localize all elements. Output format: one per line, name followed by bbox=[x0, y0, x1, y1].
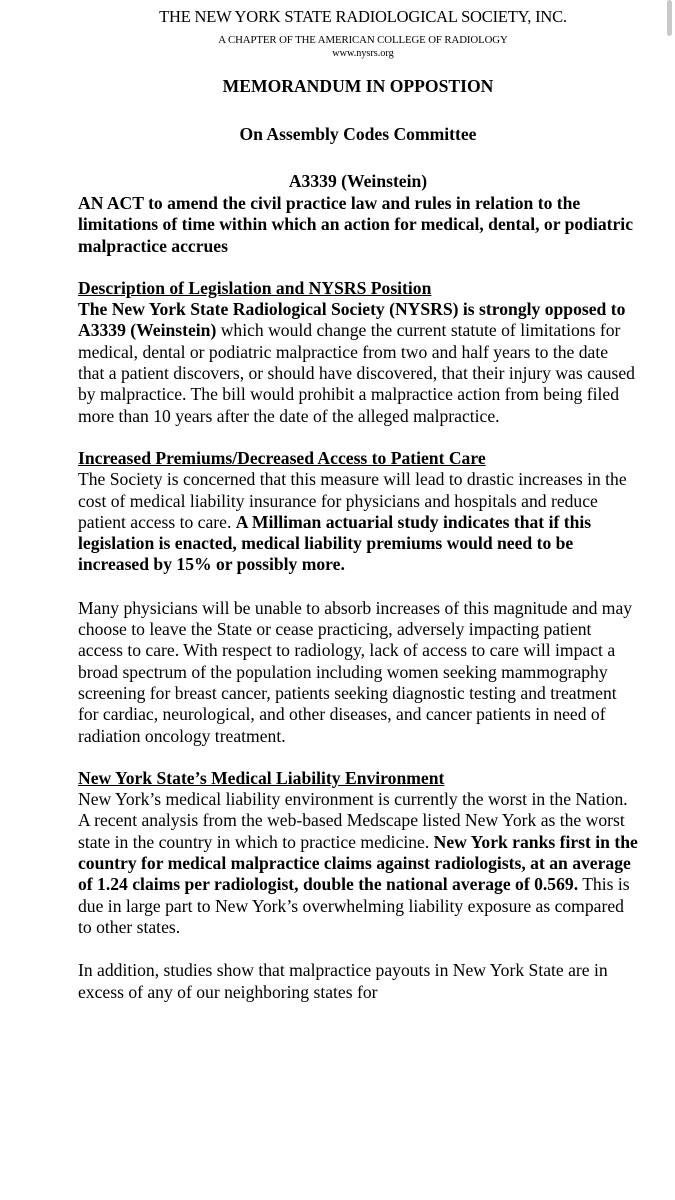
section-heading-description: Description of Legislation and NYSRS Position bbox=[78, 277, 432, 298]
environment-text-after: This is due in large part to New York’s overwhelming liability exposure as compared to other states. bbox=[78, 874, 630, 937]
premiums-bold-text: A Milliman actuarial study indicates that if this legislation is enacted, medical liability premiums would need to be increased by 15% or possibly more. bbox=[78, 511, 592, 575]
bill-number: A3339 (Weinstein) bbox=[288, 171, 428, 191]
paragraph-spacer bbox=[78, 938, 638, 960]
paragraph-spacer bbox=[78, 576, 638, 598]
section-heading-environment: New York State’s Medical Liability Environment bbox=[78, 767, 445, 788]
committee-line: On Assembly Codes Committee bbox=[239, 124, 477, 144]
website-link[interactable]: www.nysrs.org bbox=[332, 48, 394, 59]
description-paragraph bbox=[78, 299, 638, 427]
environment-paragraph bbox=[78, 789, 638, 938]
section-heading-premiums: Increased Premiums/Decreased Access to Patient Care bbox=[78, 447, 486, 468]
letterhead bbox=[88, 6, 638, 60]
description-bold-text: The New York State Radiological Society (NYSRS) is strongly opposed to A3339 (Weinstein) bbox=[78, 299, 626, 341]
act-description: AN ACT to amend the civil practice law and rules in relation to the limitations of time within which an action for medical, dental, or podiatric malpractice accrues bbox=[78, 193, 634, 256]
environment-bold-text: New York ranks first in the country for medical malpractice claims against radiologists, at an average of 1.24 claims per radiologist, double the national average of 0.569. bbox=[78, 831, 638, 895]
premiums-text: The Society is concerned that this measure will lead to drastic increases in the cost of medical liability insurance for physicians and hospitals and reduce patient access to care. bbox=[78, 469, 627, 532]
organization-name: THE NEW YORK STATE RADIOLOGICAL SOCIETY, INC. bbox=[159, 7, 567, 26]
premiums-paragraph bbox=[78, 469, 638, 575]
scrollbar[interactable] bbox=[667, 0, 672, 36]
premiums-paragraph-2: Many physicians will be unable to absorb increases of this magnitude and may choose to leave the State or cease practicing, adversely impacting patient access to care. With respect to radiology, lack of access to care will impact a broad spectrum of the population including women seeking mammography screening for breast cancer, patients seeking diagnostic testing and treatment for cardiac, neurological, and other diseases, and cancer patients in need of radiation oncology treatment. bbox=[78, 597, 633, 746]
memo-title: MEMORANDUM IN OPPOSTION bbox=[222, 76, 494, 96]
description-text: which would change the current statute of limitations for medical, dental or podiatric malpractice from two and half years to the date that a patient discovers, or should have discovered, that their injury was caused by malpractice. The bill would prohibit a malpractice action from being filed more than 10 years after the date of the alleged malpractice. bbox=[78, 320, 635, 426]
environment-paragraph-2: In addition, studies show that malpractice payouts in New York State are in excess of any of our neighboring states for bbox=[78, 960, 608, 1002]
memorandum-page bbox=[78, 6, 638, 1003]
chapter-line: A CHAPTER OF THE AMERICAN COLLEGE OF RADIOLOGY bbox=[218, 34, 508, 46]
environment-text: New York’s medical liability environment is currently the worst in the Nation. A recent analysis from the web-based Medscape listed New York as the worst state in the country in which to practice medicine. bbox=[78, 789, 628, 852]
